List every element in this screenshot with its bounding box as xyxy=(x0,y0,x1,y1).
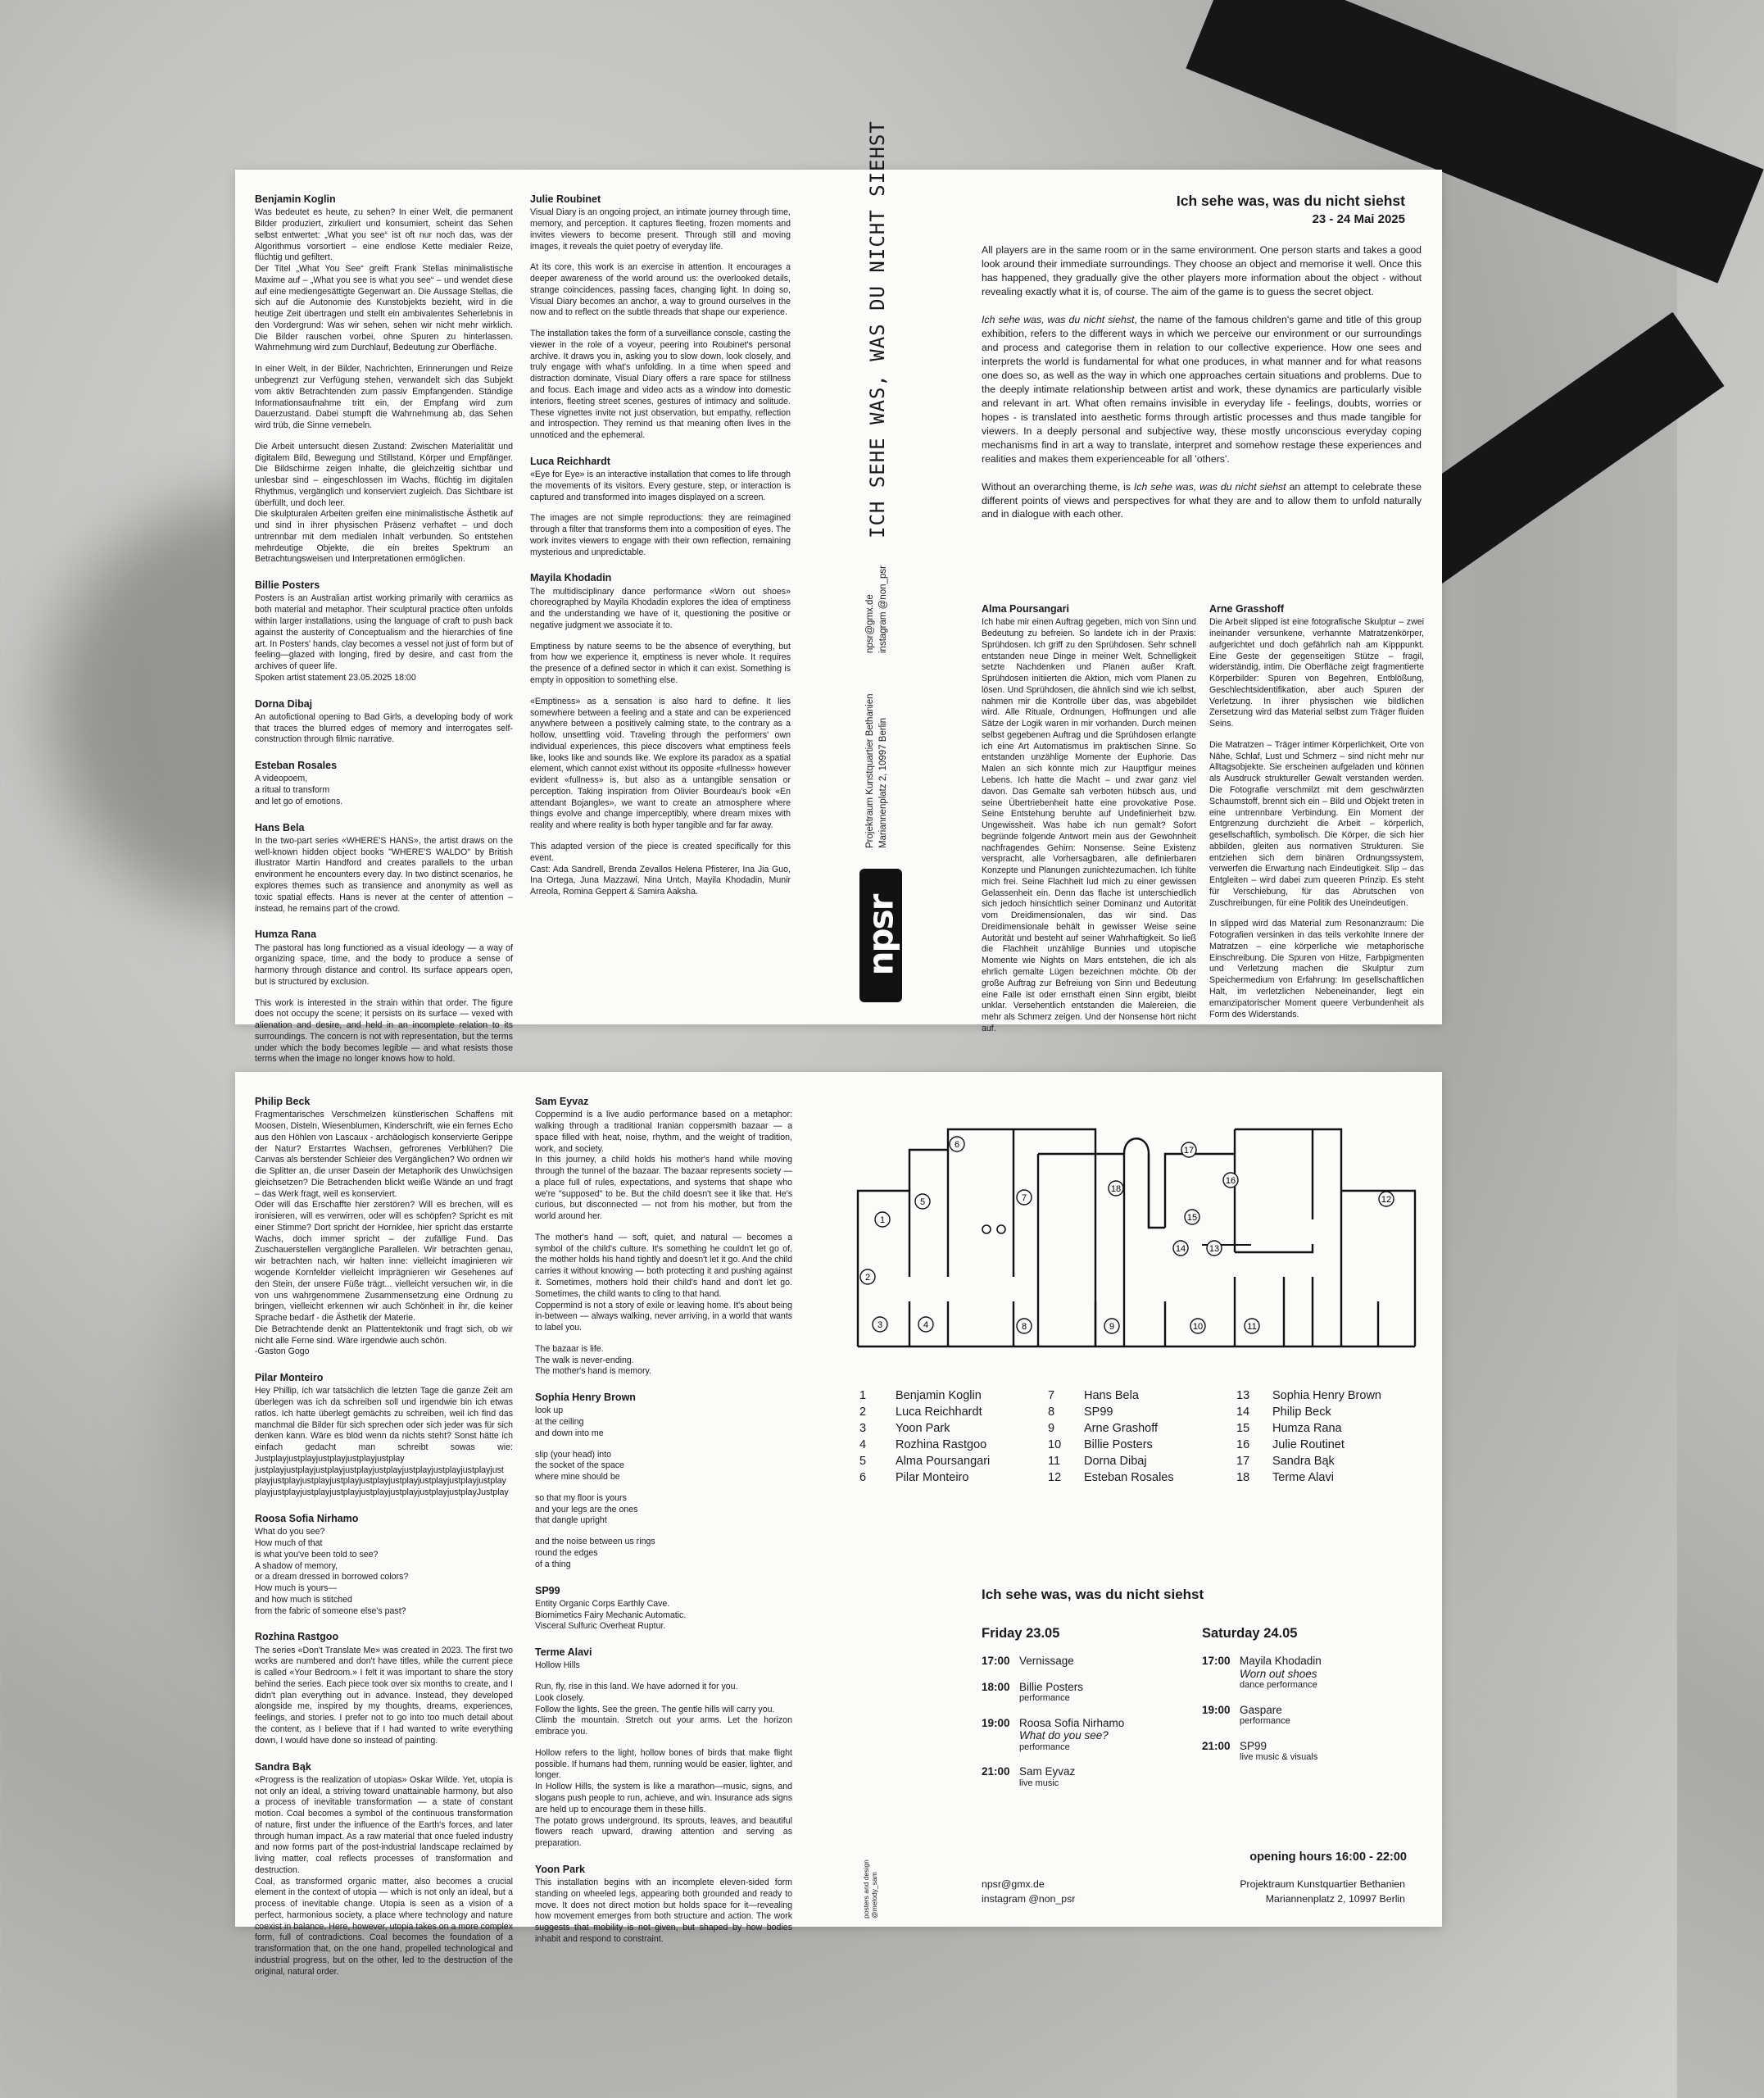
map-marker xyxy=(1223,1173,1238,1188)
map-marker-number: 5 xyxy=(919,1197,926,1207)
event-time: 19:00 xyxy=(1202,1703,1231,1716)
event-time: 19:00 xyxy=(982,1716,1010,1729)
artist-entry xyxy=(535,1584,792,1633)
poster-bottom xyxy=(235,1072,1442,1977)
event-title: Worn out shoes xyxy=(1240,1667,1317,1680)
legend-row xyxy=(1236,1420,1417,1437)
legend-row xyxy=(859,1437,1040,1453)
artist-name: Sophia Henry Brown xyxy=(535,1392,636,1404)
legend-number: 18 xyxy=(1236,1471,1250,1484)
map-marker-number: 15 xyxy=(1186,1213,1198,1223)
artist-entry xyxy=(530,193,791,442)
artist-name: SP99 xyxy=(535,1584,560,1596)
statement-paragraph: This adapted version of the piece is created specifically for this event. Cast: Ada Sandrell, Brenda Zevallos Helena Pfisterer, Ina Jia Guo, Ina Ortega, Juna Mazzawi, Nina Untch, Mayila Khodadin, Munir Arreola, Romina Geppert & Samira Aaksha. xyxy=(530,841,791,897)
map-marker-number: 7 xyxy=(1021,1193,1027,1203)
legend-artist: Dorna Dibaj xyxy=(1084,1455,1147,1468)
artist-name: Alma Poursangari xyxy=(982,603,1069,615)
statement-paragraph: This work is interested in the strain within that order. The figure does not occupy the scene; it persists on its surface — vexed with alienation and desire, and held in an incomplete relation to its surroundings. The concern is not with representation, but the terms under which the body becomes legible — and what resists those terms when the image no longer knows how to hold. xyxy=(255,997,513,1065)
legend-column xyxy=(1236,1387,1417,1486)
schedule-event xyxy=(982,1655,1195,1668)
artist-statement xyxy=(255,1110,513,1358)
artist-statement xyxy=(535,1405,792,1570)
legend-row xyxy=(1048,1404,1228,1420)
legend-row xyxy=(1048,1420,1228,1437)
text-column-2 xyxy=(535,1095,792,1959)
map-marker xyxy=(875,1212,890,1227)
legend-number: 12 xyxy=(1048,1471,1062,1484)
legend-number: 16 xyxy=(1236,1438,1250,1451)
statement-paragraph: What do you see? How much of that is what you've been told to see? A shadow of memory, or a dream dressed in borrowed colors? How much is yours— and how much is stitched from the fabric of someone else's past? xyxy=(255,1527,409,1616)
legend-row xyxy=(1048,1469,1228,1486)
exhibition-header xyxy=(1177,193,1405,226)
statement-paragraph: Entity Organic Corps Earthly Cave. Biomimetics Fairy Mechanic Automatic. Visceral Sulfuric Overheat Ruptur. xyxy=(535,1598,687,1632)
opening-hours: opening hours 16:00 - 22:00 xyxy=(1249,1851,1407,1864)
event-kind: performance xyxy=(1240,1716,1290,1727)
artist-statement xyxy=(255,774,513,807)
event-kind: live music & visuals xyxy=(1240,1752,1318,1763)
artist-name: Billie Posters xyxy=(255,579,320,592)
legend-number: 2 xyxy=(859,1405,867,1419)
map-marker-number: 17 xyxy=(1183,1146,1195,1156)
statement-paragraph: At its core, this work is an exercise in attention. It encourages a deeper awareness of the world around us: the overlooked details, strange coincidences, passing faces, changing light. In doing so, Visual Diary becomes an anchor, a way to ground ourselves in the now and to reflect on the subtle threads that shape our experience. xyxy=(530,262,791,318)
event-kind: performance xyxy=(1019,1742,1070,1752)
map-marker-number: 9 xyxy=(1109,1322,1115,1332)
artist-name: Julie Roubinet xyxy=(530,193,601,205)
statement-paragraph: Die Arbeit untersucht diesen Zustand: Zwischen Materialität und digitalem Bild, Bewegung und Stillstand, Körper und Empfänger. Die Bildschirme zeigen Inhalte, die gleichzeitig sichtbar und unlesbar sind – eingeschlossen im Wachs, flüchtig im digitalen Rhythmus, vergänglich und konserviert zugleich. Das Sichtbare ist überfüllt, und doch leer. Die skulpturalen Arbeiten greifen eine minimalistische Ästhetik auf und sind in ihrer physischen Präsenz verhaftet – und doch untrennbar mit dem medialen Inhalt verbunden. So entstehen mehrdeutige Objekte, die ein breites Spektrum an Betrachtungsweisen und Interpretationen ermöglichen. xyxy=(255,441,513,565)
legend-column xyxy=(1048,1387,1228,1486)
legend-number: 11 xyxy=(1048,1455,1061,1468)
statement-paragraph: and the noise between us rings round the edges of a thing xyxy=(535,1537,655,1569)
day-label: Friday 23.05 xyxy=(982,1626,1060,1641)
legend-artist: Billie Posters xyxy=(1084,1438,1153,1451)
artist-statement xyxy=(255,207,513,565)
statement-paragraph: «Eye for Eye» is an interactive installation that comes to life through the movements of its visitors. Every gesture, step, or interaction is captured and transformed into images displayed on a screen. xyxy=(530,470,791,502)
artist-entry xyxy=(255,1095,513,1358)
legend-number: 3 xyxy=(859,1422,867,1435)
statement-paragraph: Fragmentarisches Verschmelzen künstlerischen Schaffens mit Moosen, Disteln, Wiesenblumen, Kinderschrift, wie ein fernes Echo aus den Höhlen von Lascaux - archäologisch konservierte Gerippe der Natur? Erstarrtes Wachsen, gefrorenes Verblühen? Die Canvas als berstender Schleier des Vergänglichen? Wo ordnen wir die Splitter an, die unser Dasein der Metaphorik des Unwüchsigen gleichsetzen? Die Betrachenden blickt weiße Wände an und fragt – das Werk fragt, weil es konserviert. Oder will das Erschaffte hier zerstören? Will es brechen, will es ironisieren, will es verwirren, oder will es schöpfen? Spricht es mit einer Stimme? Dort spricht der Hornklee, hier spricht das erstarrte Wachs, doch immer spricht – der zufällige Fund. Das Zuschauerstellen vergängliche Parallelen. Wir betrachten genau, wir betrachten nach, wir halten inne: vielleicht imaginieren wir wogende Kornfelder vielleicht imprägnieren wir Gesehenes auf den Stein, der unsere Füße trägt... vielleicht versuchen wir, in die von uns wahrgenommene Zusammensetzung eine Ordnung zu bringen, vielleicht erkennen wir auch Schönheit in ihr, die keiner Sprache bedarf - die Ästhetik der Materie. Die Betrachtende denkt an Plattentektonik und fragt sich, ob wir nicht alle Ferne sind. Wäre irgendwie auch schön. -Gaston Gogo xyxy=(255,1110,514,1357)
artist-entry xyxy=(535,1095,792,1378)
event-info xyxy=(1240,1655,1322,1691)
artist-statement xyxy=(255,1775,513,1978)
legend-column xyxy=(859,1387,1040,1486)
artist-name: Rozhina Rastgoo xyxy=(255,1631,339,1643)
legend-row xyxy=(1236,1387,1417,1404)
intro-text xyxy=(982,243,1422,535)
artist-name: Mayila Khodadin xyxy=(530,572,612,584)
map-marker xyxy=(1109,1181,1123,1196)
event-title: What do you see? xyxy=(1019,1729,1109,1742)
legend-artist: Sandra Bąk xyxy=(1272,1455,1335,1468)
legend-number: 8 xyxy=(1048,1405,1055,1419)
map-marker-number: 16 xyxy=(1225,1176,1236,1186)
schedule-event xyxy=(982,1717,1195,1753)
legend-row xyxy=(1048,1437,1228,1453)
map-marker-number: 14 xyxy=(1175,1244,1186,1254)
map-marker-number: 3 xyxy=(877,1320,883,1330)
map-marker xyxy=(1207,1241,1222,1256)
statement-paragraph: Posters is an Australian artist working primarily with ceramics as both material and metaphor. Their sculptural practice often unfolds within larger installations, using the language of craft to push back against the austerity of Conceptualism and the hierarchies of fine art. In Posters' hands, clay becomes a vessel not just of form but of feeling—glazed with longing, fired by desire, and cast from the archives of queer life. Spoken artist statement 23.05.2025 18:00 xyxy=(255,593,513,683)
intro-paragraph: Without an overarching theme, is Ich sehe was, was du nicht siehst an attempt to celebrate these different points of views and perspectives for what they are and to allow them to unfold naturally and in dialogue with each other. xyxy=(982,480,1422,520)
map-marker xyxy=(873,1317,887,1332)
day-label: Saturday 24.05 xyxy=(1202,1626,1298,1641)
statement-paragraph: Die Arbeit slipped ist eine fotografische Skulptur – zwei ineinander versunkene, verhannte Matratzenkörper, aufgerichtet und doch gefährlich nah am Kipppunkt. Eine Geste der gegenseitigen Stütze – fragil, widerständig, intim. Die Oberfläche zeigt fragmentierte Körperbilder: Spuren von Begehren, Entblößung, Geschlechtsidentifikation, aber auch Spuren der Verletzung. In ihrer physischen wie bildlichen Zersetzung wird das Material selbst zum Träger fluiden Seins. xyxy=(1209,617,1424,729)
event-artist: Gaspare xyxy=(1240,1703,1282,1716)
statement-paragraph: In slipped wird das Material zum Resonanzraum: Die Fotografien versinken in das teils verkohlte Innere der Matratzen – eine körperliche wie metaphorische Einschreibung. Die Spuren von Hitze, Farbpigmenten und Verletzung machen die Skulptur zum Speichermedium von Erfahrung: Im gesellschaftlichen Halt, im verletzlichen Nebeneinander, liegt ein emanzipatorischer Moment queere Verbundenheit als Form des Widerstands. xyxy=(1209,919,1424,1019)
artist-name: Sam Eyvaz xyxy=(535,1096,589,1107)
legend-artist: Humza Rana xyxy=(1272,1422,1342,1435)
statement-paragraph: The bazaar is life. The walk is never-ending. The mother's hand is memory. xyxy=(535,1343,651,1377)
map-marker xyxy=(860,1269,875,1284)
text-column-1 xyxy=(255,193,513,1079)
statement-paragraph: «Emptiness» as a sensation is also hard to define. It lies somewhere between a feeling and a state and can be experienced anywhere between a positively calming state, to the contrary as a hollow, unsettling void. Traveling through the performers' own individual experiences, this piece discovers what emptiness feels like, looks like and sounds like. We explore its paradox as a spatial element, which cannot exist without its opposite «fullness» however evident «fullness» is, but also as a untangible sensation or perception. Taking inspiration from Olivier Bourdeau's book «En attendant Bojangles», we want to create an atmosphere where things evolve and change imperceptibly, where dream mixes with reality and where reality is both hyper tangible and far far away. xyxy=(530,696,791,831)
map-marker xyxy=(1245,1319,1259,1333)
map-marker xyxy=(915,1194,930,1209)
map-marker xyxy=(1181,1142,1196,1157)
artist-entry xyxy=(255,1760,513,1978)
text-column-2 xyxy=(530,193,791,911)
statement-paragraph: The pastoral has long functioned as a visual ideology — a way of organizing space, time, and the body to produce a sense of harmony through distance and control. Its surface appears open, but is structured by exclusion. xyxy=(255,942,513,987)
artist-statement xyxy=(530,470,791,558)
event-time: 17:00 xyxy=(982,1655,1010,1667)
artist-entry xyxy=(530,455,791,559)
event-info xyxy=(1019,1681,1083,1704)
schedule-event xyxy=(1202,1655,1415,1691)
artist-statement xyxy=(255,593,513,683)
statement-paragraph: Coppermind is a live audio performance based on a metaphor: walking through a traditional Iranian coppersmith bazaar — a space filled with heat, noise, rhythm, and the weight of tradition, work, and society. In this journey, a child holds his mother's hand while moving through the tunnel of the bazaar. The bazaar represents society — a place full of rules, expectations, and systems that shape who we're "supposed" to be. But the child doesn't see it like that. He's curious, but disconnected — not from his mother, but from the world around her. xyxy=(535,1110,792,1222)
artist-statement xyxy=(982,617,1196,1034)
event-artist: Sam Eyvaz xyxy=(1019,1765,1076,1778)
legend-artist: Alma Poursangari xyxy=(896,1455,991,1468)
statement-paragraph: look up at the ceiling and down into me xyxy=(535,1405,604,1438)
artist-name: Dorna Dibaj xyxy=(255,697,313,710)
legend-artist: Esteban Rosales xyxy=(1084,1471,1174,1484)
artist-statement xyxy=(535,1660,792,1849)
legend-row xyxy=(859,1453,1040,1469)
artist-statement xyxy=(535,1599,792,1633)
artist-name: Sandra Bąk xyxy=(255,1760,311,1773)
artist-statement xyxy=(530,207,791,442)
artist-entry xyxy=(255,697,513,747)
artist-entry xyxy=(255,193,513,565)
map-marker xyxy=(1104,1319,1119,1333)
statement-paragraph: Ich habe mir einen Auftrag gegeben, mich von Sinn und Bedeutung zu befreien. So landete ich in der Praxis: Sprühdosen. Ich griff zu den Sprühdosen. Sehr schnell entstanden neue Dinge in meiner Welt. Schnelligkeit setzte Nachdenken und Planen außer Kraft. Sprühdosen initiierten die Aktion, mich vom Planen zu lösen. Und Sprühdosen, die ähnlich sind wie ich selbst, nahmen mir die Kontrolle über das, was abgebildet wird. Alle Rituale, Ordnungen, Hoffnungen und alle Sätze der Logik waren in mir vorhanden. Durch meinen selbst gegebenen Auftrag und die Sprühdosen erlangte ich eine Art Automatismus im praktischen Sinne. So entstanden unzählige Momente der Euphorie. Das Malen an sich könnte mich zur Hauptfigur meines Lebens. Ich hatte die Macht – und zwar ganz viel davon. Das Gemalte sah verboten hübsch aus, und seine Übertriebenheit hatte eine provokative Pose. Seine Entstehung beruhte auf Undefinierheit bzw. Ungewissheit. Was habe ich nun gemalt? Sofort begründe folgende Antwort mein aus der Gewohnheit nachfragendes Gehirn: Nonsense. Seine Existenz verspracht, alle Vorhersagbaren, alle definierbaren Konzepte und Planungen zunichtezumachen. Ich fühlte mich frei. Seine Flachheit lud mich zu einer gewissen Gelassenheit ein. Denn das flache ist unterschiedlich sich jedoch hinsichtlich seiner Dominanz und Autorität vom Dreidimensionalen, das wir sind. Das Dreidimensionale behält in gewisser Weise seine Autorität und besteht auf seiner Wahrhaftigkeit. So ließ die Flachheit unzählige Bunnies und utopische Momente wie Nights on Mars entstehen, die ich als ehrlich gemalte Lügen bezeichnen möchte. Ob der große Auftrag zur Befreiung von Sinn und Bedeutung eine Falle ist oder ernsthaft einen Sinn ergibt, bleibt unklar. Versehentlich entstanden die Malereien, die mehr als Schmerz zeigen. Und der Nonsense hört nicht auf. xyxy=(982,617,1196,1033)
artist-entry xyxy=(255,1630,513,1746)
event-info xyxy=(1019,1655,1074,1668)
title-reference: Ich sehe was, was du nicht siehst xyxy=(1133,480,1286,493)
statement-paragraph: so that my floor is yours and your legs are the ones that dangle upright xyxy=(535,1492,638,1526)
map-marker xyxy=(1173,1241,1188,1256)
map-marker xyxy=(1379,1192,1394,1206)
artist-name: Roosa Sofia Nirhamo xyxy=(255,1513,359,1524)
map-marker-number: 8 xyxy=(1021,1322,1027,1332)
title-reference: Ich sehe was, was du nicht siehst xyxy=(982,313,1135,325)
event-kind: live music xyxy=(1019,1778,1059,1788)
artist-statement xyxy=(255,1527,513,1617)
floor-plan xyxy=(854,1105,1419,1367)
artist-name: Luca Reichhardt xyxy=(530,455,610,467)
statement-paragraph: The mother's hand — soft, quiet, and natural — becomes a symbol of the child's culture. It's something he couldn't let go of, the mother holds his hand tightly and doesn't let it go. And the child carries it without knowing — both protecting it and pushing against it. Sometimes, mothers hold their child's hand and don't let go. Sometimes, the child wants to cling to that hand. Coppermind is not a story of exile or leaving home. It's about being in-between — always walking, never arriving, in a world that wants to label you. xyxy=(535,1232,792,1333)
event-kind: dance performance xyxy=(1240,1680,1317,1691)
legend-artist: Yoon Park xyxy=(896,1422,950,1435)
artist-name: Philip Beck xyxy=(255,1096,311,1107)
statement-paragraph: The series «Don't Translate Me» was created in 2023. The first two works are numbered and don't have titles, while the current piece is called «Your Bedroom.» I felt it was important to share the story behind the series. Each piece took over six months to create, and I didn't plan everything out in advance. Instead, they developed alongside me, inspired by my thoughts, dreams, experiences, feelings, and stories. I prefer not to go into too much detail about the content, as I believe that if I had wanted to write everything down, I would have done so instead of painting. xyxy=(255,1645,513,1746)
map-marker xyxy=(1190,1319,1205,1333)
event-artist: Vernissage xyxy=(1019,1655,1074,1667)
map-marker-number: 4 xyxy=(923,1320,929,1330)
schedule-event xyxy=(1202,1704,1415,1727)
legend-number: 7 xyxy=(1048,1389,1055,1402)
legend-row xyxy=(859,1469,1040,1486)
statement-paragraph: «Progress is the realization of utopias» Oskar Wilde. Yet, utopia is not only an ideal, a striving toward unattainable harmony, but also a process of inevitable transformation — a state of constant motion. Coal becomes a symbol of the continuous transformation of nature, first under the influence of the Earth's forces, and later through human impact. As a raw material that once fueled industry and now forms part of the post-industrial landscape reclaimed by living matter, coal reflects processes of transformation and destruction. Coal, as transformed organic matter, also becomes a crucial element in the context of utopia — which is not only an ideal, but a process of inevitable change. Utopia is seen as a vision of a perfect, harmonious society, a place where technology and nature coexist in balance. Here, however, utopia takes on a more complex form, full of contradictions. Coal becomes the foundation of a transformation that, on the one hand, propelled technological and industrial progress, but on the other, led to the destruction of the original, natural order. xyxy=(255,1774,513,1977)
legend-row xyxy=(859,1387,1040,1404)
text-column-4 xyxy=(1209,602,1424,1033)
exhibition-dates: 23 - 24 Mai 2025 xyxy=(1312,212,1405,226)
contact-info: npsr@gmx.de instagram @non_psr xyxy=(982,1878,1076,1905)
map-marker xyxy=(1017,1319,1032,1333)
legend-row xyxy=(859,1420,1040,1437)
event-artist: SP99 xyxy=(1240,1739,1267,1752)
legend-artist: Arne Grashoff xyxy=(1084,1422,1159,1435)
legend-row xyxy=(859,1404,1040,1420)
event-info xyxy=(1019,1717,1124,1753)
map-marker-number: 13 xyxy=(1208,1244,1220,1254)
venue-address: Projektraum Kunstquartier Bethanien Mariannenplatz 2, 10997 Berlin xyxy=(1240,1878,1405,1905)
artist-statement xyxy=(535,1110,792,1378)
artist-entry xyxy=(255,759,513,808)
statement-paragraph: Hey Phillip, ich war tatsächlich die letzten Tage die ganze Zeit am überlegen was ich da schreiben soll und irgendwie bin ich etwas ratlos. Ich hatte überlegt gemächts zu schreiben, weil ich find das manchmal die Bilder für sich sprechen oder sich jeder was für sich denken kann. Wäre es blöd wenn da nichts steht? Sonst hätte ich einfach gedacht man schreibt sowas wie: Justplayjustplayjustplayjustplayjustplay justplayjustplayjustplayjustplayjustplayjustplayjustplayjustplayjust playjustplayjustplayjustplayjustplayjustplayjustplayjustplayjustplay playjustplayjustplayjustplayjustplayjustplayjustplayjustplayJustplay xyxy=(255,1386,513,1498)
artist-entry xyxy=(255,821,513,915)
schedule-event xyxy=(982,1681,1195,1704)
artist-name: Arne Grasshoff xyxy=(1209,603,1284,615)
saturday-schedule xyxy=(1202,1626,1415,1776)
artist-entry xyxy=(1209,602,1424,1020)
event-time: 21:00 xyxy=(982,1765,1010,1778)
legend-row xyxy=(1048,1387,1228,1404)
exhibition-title: Ich sehe was, was du nicht siehst xyxy=(1176,193,1405,209)
legend-artist: Luca Reichhardt xyxy=(896,1405,982,1419)
legend-number: 6 xyxy=(859,1471,867,1484)
artist-entry xyxy=(255,579,513,683)
legend-artist: Rozhina Rastgoo xyxy=(896,1438,987,1451)
legend-artist: Pilar Monteiro xyxy=(896,1471,969,1484)
legend-number: 10 xyxy=(1048,1438,1062,1451)
map-marker-number: 1 xyxy=(879,1215,886,1225)
event-info xyxy=(1240,1704,1290,1727)
artist-name: Terme Alavi xyxy=(535,1646,592,1659)
statement-paragraph: Visual Diary is an ongoing project, an intimate journey through time, memory, and perception. It captures fleeting, frozen moments and invites viewers to become present. Through still and moving images, it reveals the quiet poetry of everyday life. xyxy=(530,207,791,252)
design-credit: posters and design @melody_sam xyxy=(862,1860,879,1919)
artist-statement xyxy=(255,1646,513,1747)
legend-number: 1 xyxy=(859,1389,867,1402)
statement-paragraph: The images are not simple reproductions: they are reimagined through a filter that transforms them into a composition of eyes. The work invites viewers to engage with their own reflection, remaining mysterious and unpredictable. xyxy=(530,513,791,557)
venue-vertical: Projektraum Kunstquartier Bethanien Mariannenplatz 2, 10997 Berlin xyxy=(865,693,888,848)
legend-row xyxy=(1236,1437,1417,1453)
artist-statement xyxy=(255,712,513,746)
legend-number: 14 xyxy=(1236,1405,1250,1419)
legend-row xyxy=(1236,1404,1417,1420)
legend-number: 13 xyxy=(1236,1389,1250,1402)
legend-number: 15 xyxy=(1236,1422,1250,1435)
event-artist: Mayila Khodadin xyxy=(1240,1655,1322,1667)
artist-entry xyxy=(535,1391,792,1570)
statement-paragraph: In the two-part series «WHERE'S HANS», the artist draws on the well-known hidden object books "WHERE'S WALDO" by British illustrator Martin Handford and creates parallels to the urban environment he encounters every day. In two distinct scenarios, he explores themes such as transience and anonymity as well as toxic spatial effects. Hans is never at the center of attention – instead, he remains part of the crowd. xyxy=(255,835,513,914)
map-marker xyxy=(1185,1210,1199,1224)
legend-number: 5 xyxy=(859,1455,867,1468)
artist-statement xyxy=(530,587,791,898)
map-marker-number: 11 xyxy=(1247,1322,1257,1332)
statement-paragraph: The installation takes the form of a surveillance console, casting the viewer in the role of a voyeur, peering into Roubinet's personal archive. It draws you in, asking you to slow down, look closely, and truly engage with what's unfolding. In a time when speed and distraction dominate, Visual Diary offers a rare space for stillness and focus. Each image and video acts as a window into domestic interiors, fleeting street scenes, gestures of intimacy and solitude. These vignettes invite not just observation, but empathy, reflection and introspection. They remind us that meaning often lives in the unnoticed and the ephemeral. xyxy=(530,329,791,441)
event-info xyxy=(1019,1765,1075,1788)
artist-statement xyxy=(255,836,513,915)
statement-paragraph: Run, fly, rise in this land. We have adorned it for you. Look closely. Follow the lights. See the green. The gentle hills will carry you. Climb the mountain. Stretch out your arms. Let the horizon embrace you. xyxy=(535,1682,792,1737)
map-marker-number: 2 xyxy=(864,1273,871,1283)
statement-paragraph: Emptiness by nature seems to be the absence of everything, but from how we experience it, emptiness is never whole. It requires the presence of a defined sector in which it can exist. Something is empty in opposition to something else. xyxy=(530,641,791,686)
legend-artist: Hans Bela xyxy=(1084,1389,1139,1402)
event-artist: Billie Posters xyxy=(1019,1680,1084,1693)
artist-entry xyxy=(255,1512,513,1617)
legend-row xyxy=(1236,1453,1417,1469)
artist-entry xyxy=(255,1371,513,1499)
legend-artist: Philip Beck xyxy=(1272,1405,1331,1419)
artist-entry xyxy=(530,571,791,897)
text-column-1 xyxy=(255,1095,513,1991)
map-marker xyxy=(1017,1190,1032,1205)
legend-number: 9 xyxy=(1048,1422,1055,1435)
statement-paragraph: The multidisciplinary dance performance «Worn out shoes» choreographed by Mayila Khodadin explores the idea of emptiness and the understanding we have of it, questioning the positive or negative judgment we associate it to. xyxy=(530,586,791,630)
artist-name: Esteban Rosales xyxy=(255,760,338,772)
event-artist: Roosa Sofia Nirhamo xyxy=(1019,1716,1125,1729)
map-marker-number: 12 xyxy=(1381,1195,1392,1205)
event-info xyxy=(1240,1740,1317,1763)
artist-statement xyxy=(255,943,513,1066)
legend-row xyxy=(1236,1469,1417,1486)
poster-top xyxy=(235,120,1442,1065)
legend-row xyxy=(1048,1453,1228,1469)
npsr-logo: npsr xyxy=(859,869,902,1002)
map-marker-number: 18 xyxy=(1110,1184,1122,1194)
statement-paragraph: An autofictional opening to Bad Girls, a developing body of work that traces the blurred edges of memory and interrogates self-construction through filmic narrative. xyxy=(255,711,513,745)
artist-entry xyxy=(255,928,513,1065)
map-marker xyxy=(918,1317,933,1332)
artist-name: Benjamin Koglin xyxy=(255,193,336,205)
statement-paragraph: Hollow Hills xyxy=(535,1660,580,1671)
statement-paragraph: In einer Welt, in der Bilder, Nachrichten, Erinnerungen und Reize unbegrenzt zur Verfügung stehen, verwandelt sich das Subjekt vom aktiv Betrachtenden zum passiv Empfangenden. Ständige Informationsaufnahme tritt ein, der Empfang wird zum Dauerzustand. Dabei stumpft die Wahrnehmung ab, das Sehen wird trüb, die Sinne vernebeln. xyxy=(255,364,513,431)
artist-name: Humza Rana xyxy=(255,929,317,941)
artist-name: Pilar Monteiro xyxy=(255,1372,324,1384)
text-column-3 xyxy=(982,602,1196,1048)
statement-paragraph: A videopoem, a ritual to transform and let go of emotions. xyxy=(255,774,343,806)
statement-paragraph: This installation begins with an incomplete eleven-sided form standing on wheeled legs, appearing both grounded and ready to move. It does not direct motion but holds space for it—revealing how movement emerges from both structure and action. The work suggests that mobility is not given, but shaped by how bodies inhabit and respond to constraint. xyxy=(535,1878,792,1944)
artist-entry xyxy=(982,602,1196,1035)
statement-paragraph: Was bedeutet es heute, zu sehen? In einer Welt, die permanent Bilder produziert, zirkuliert und konsumiert, scheint das Sehen selbst entwertet: „What you see“ ist oft nur noch das, was der Algorithmus vorsortiert – eine endlose Kette medialer Reize, flüchtig und gefiltert. Der Titel „What You See“ greift Frank Stellas minimalistische Maxime auf – „What you see is what you see“ – und wendet diese auf eine mediengesättigte Gegenwart an. Die Aussage Stellas, die sich auf die Autonomie des Kunstobjekts bezieht, wird in die heutige Zeit übertragen und stellt ein ambivalentes Seherlebnis in den Vordergrund: Was wir sehen, sehen wir nicht mehr wirklich. Die Bilder rauschen vorbei, ohne Spuren zu hinterlassen. Wahrnehmung wird zum Durchlauf, Bedeutung zur Oberfläche. xyxy=(255,207,513,353)
legend-artist: Benjamin Koglin xyxy=(896,1389,982,1402)
event-kind: performance xyxy=(1019,1693,1070,1704)
intro-paragraph: Ich sehe was, was du nicht siehst, the name of the famous children's game and title of this group exhibition, refers to the different ways in which we perceive our environment or our surroundings and process and categorise them in relation to our collective experience. How one sees and interprets the world is fundamental for what one produces, in what manner and for what reasons one does so, as well as the way in which one approaches certain situations and problems. Due to the deeply intimate relationship between artist and work, these dynamics are particularly visible and relevant in art. What often remains invisible in everyday life - feelings, doubts, worries or hopes - is translated into aesthetic forms through artistic processes and thus made tangible for viewers. In a deeply personal and subjective way, these mostly unconscious everyday coping mechanisms find in art a way to translate, interpret and somehow restage these experiences and realities and makes them experienceable for all 'others'. xyxy=(982,313,1422,465)
contact-vertical: npsr@gmx.de instagram @non_psr xyxy=(865,565,888,653)
legend-artist: Julie Routinet xyxy=(1272,1438,1345,1451)
statement-paragraph: Hollow refers to the light, hollow bones of birds that make flight possible. If humans had them, running would be easier, lighter, and longer. In Hollow Hills, the system is like a marathon—music, signs, and slogans push people to run, achieve, and win. Insurance ads signs are held up to encourage them in these hills. The potato grows underground. Its sprouts, leaves, and beautiful flowers reach upward, drawing attention and serving as preparation. xyxy=(535,1747,792,1849)
map-marker-number: 10 xyxy=(1192,1322,1204,1332)
map-marker xyxy=(950,1137,964,1151)
vertical-title: ICH SEHE WAS, WAS DU NICHT SIEHST xyxy=(866,120,889,538)
legend-number: 17 xyxy=(1236,1455,1250,1468)
legend-artist: Terme Alavi xyxy=(1272,1471,1334,1484)
artist-name: Hans Bela xyxy=(255,821,305,833)
artist-statement xyxy=(1209,617,1424,1020)
artist-statement xyxy=(255,1386,513,1499)
schedule-event xyxy=(982,1765,1195,1788)
artist-entry xyxy=(535,1863,792,1946)
event-time: 18:00 xyxy=(982,1680,1010,1693)
artist-entry xyxy=(535,1646,792,1850)
statement-paragraph: slip (your head) into the socket of the space where mine should be xyxy=(535,1449,624,1483)
program-title: Ich sehe was, was du nicht siehst xyxy=(982,1587,1204,1602)
artist-name: Yoon Park xyxy=(535,1863,585,1875)
event-time: 17:00 xyxy=(1202,1655,1231,1667)
legend-number: 4 xyxy=(859,1438,867,1451)
schedule-event xyxy=(1202,1740,1415,1763)
statement-paragraph: Die Matratzen – Träger intimer Körperlichkeit, Orte von Nähe, Schlaf, Lust und Schmerz – sind nicht mehr nur Alltagsobjekte. Sie erscheinen aufgeladen und können als Ausdruck struktureller Gewalt verstanden werden. Die Fotografie verschmilzt mit dem geschwärzten Schaumstoff, brennt sich ein – Bild und Objekt treten in eine untrennbare Verbindung. Ein Moment der Entgrenzung durchzieht die Arbeit – körperlich, gesellschaftlich, symbolisch. Die Körper, die sich hier abbilden, gleiten aus normativen Strukturen. Sie entziehen sich dem binären Ordnungssystem, verwerfen die Erwartung nach Eindeutigkeit. Slip – das Entgleiten – wird dabei zum queeren Prinzip. Es steht für Verschiebung, für das Abrutschen von Zuschreibungen, für eine Politik des Uneindeutigen. xyxy=(1209,739,1424,908)
friday-schedule xyxy=(982,1626,1195,1802)
event-time: 21:00 xyxy=(1202,1739,1231,1752)
legend-artist: Sophia Henry Brown xyxy=(1272,1389,1381,1402)
map-marker-number: 6 xyxy=(954,1140,960,1150)
artist-statement xyxy=(535,1878,792,1946)
intro-paragraph: All players are in the same room or in the same environment. One person starts and takes a good look around their immediate surroundings. They choose an object and memorise it well. Once this has happened, they gradually give the other players more information about the object - without revealing exactly what it is, of course. The aim of the game is to guess the secret object. xyxy=(982,244,1422,297)
legend-artist: SP99 xyxy=(1084,1405,1113,1419)
